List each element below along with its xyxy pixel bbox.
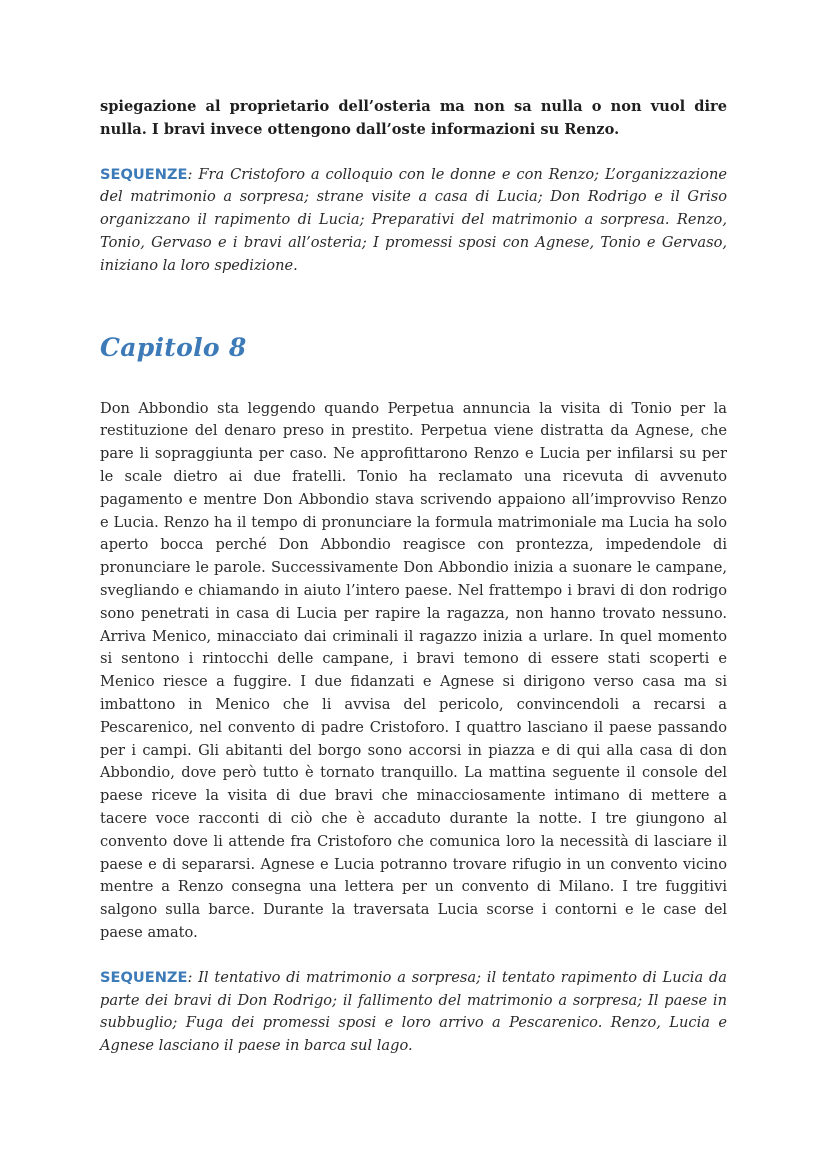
sequences-paragraph-1	[100, 164, 727, 278]
sequences-label-2: SEQUENZE	[100, 968, 188, 986]
sequences-paragraph-2	[100, 967, 727, 1058]
chapter-title: Capitolo 8	[100, 332, 247, 362]
sequences-label-1: SEQUENZE	[100, 165, 188, 183]
document-page	[100, 96, 727, 1058]
chapter-summary-paragraph: Don Abbondio sta leggendo quando Perpetua annuncia la visita di Tonio per la restituzione del denaro preso in prestito. Perpetua viene distratta da Agnese, che pare li sopraggiunta per caso. Ne approfittarono Renzo e Lucia per infilarsi su per le scale dietro ai due fratelli. Tonio ha reclamato una ricevuta di avvenuto pagamento e mentre Don Abbondio stava scrivendo appaiono all’improvviso Renzo e Lucia. Renzo ha il tempo di pronunciare la formula matrimoniale ma Lucia ha solo aperto bocca perché Don Abbondio reagisce con prontezza, impedendole di pronunciare le parole. Successivamente Don Abbondio inizia a suonare le campane, svegliando e chiamando in aiuto l’intero paese. Nel frattempo i bravi di don rodrigo sono penetrati in casa di Lucia per rapire la ragazza, non hanno trovato nessuno. Arriva Menico, minacciato dai criminali il ragazzo inizia a urlare. In quel momento si sentono i rintocchi delle campane, i bravi temono di essere stati scoperti e Menico riesce a fuggire. I due fidanzati e Agnese si dirigono verso casa ma si imbattono in Menico che li avvisa del pericolo, convincendoli a recarsi a Pescarenico, nel convento di padre Cristoforo. I quattro lasciano il paese passando per i campi. Gli abitanti del borgo sono accorsi in piazza e di qui alla casa di don Abbondio, dove però tutto è tornato tranquillo. La mattina seguente il console del paese riceve la visita di due bravi che minacciosamente intimano di mettere a tacere voce racconti di ciò che è accaduto durante la notte. I tre giungono al convento dove li attende fra Cristoforo che comunica loro la necessità di lasciare il paese e di separarsi. Agnese e Lucia potranno trovare rifugio in un convento vicino mentre a Renzo consegna una lettera per un convento di Milano. I tre fuggitivi salgono sulla barce. Durante la traversata Lucia scorse i contorni e le case del paese amato.	[100, 399, 727, 941]
sequences-text-2: : Il tentativo di matrimonio a sorpresa; il tentato rapimento di Lucia da parte dei bravi di Don Rodrigo; il fallimento del matrimonio a sorpresa; Il paese in subbuglio; Fuga dei promessi sposi e loro arrivo a Pescarenico. Renzo, Lucia e Agnese lasciano il paese in barca sul lago.	[100, 968, 727, 1055]
intro-paragraph: spiegazione al proprietario dell’osteria ma non sa nulla o non vuol dire nulla. I bravi invece ottengono dall’oste informazioni su Renzo.	[100, 98, 727, 138]
sequences-text-1: : Fra Cristoforo a colloquio con le donne e con Renzo; L’organizzazione del matrimonio a sorpresa; strane visite a casa di Lucia; Don Rodrigo e il Griso organizzano il rapimento di Lucia; Preparativi del matrimonio a sorpresa. Renzo, Tonio, Gervaso e i bravi all’osteria; I promessi sposi con Agnese, Tonio e Gervaso, iniziano la loro spedizione.	[100, 165, 727, 274]
